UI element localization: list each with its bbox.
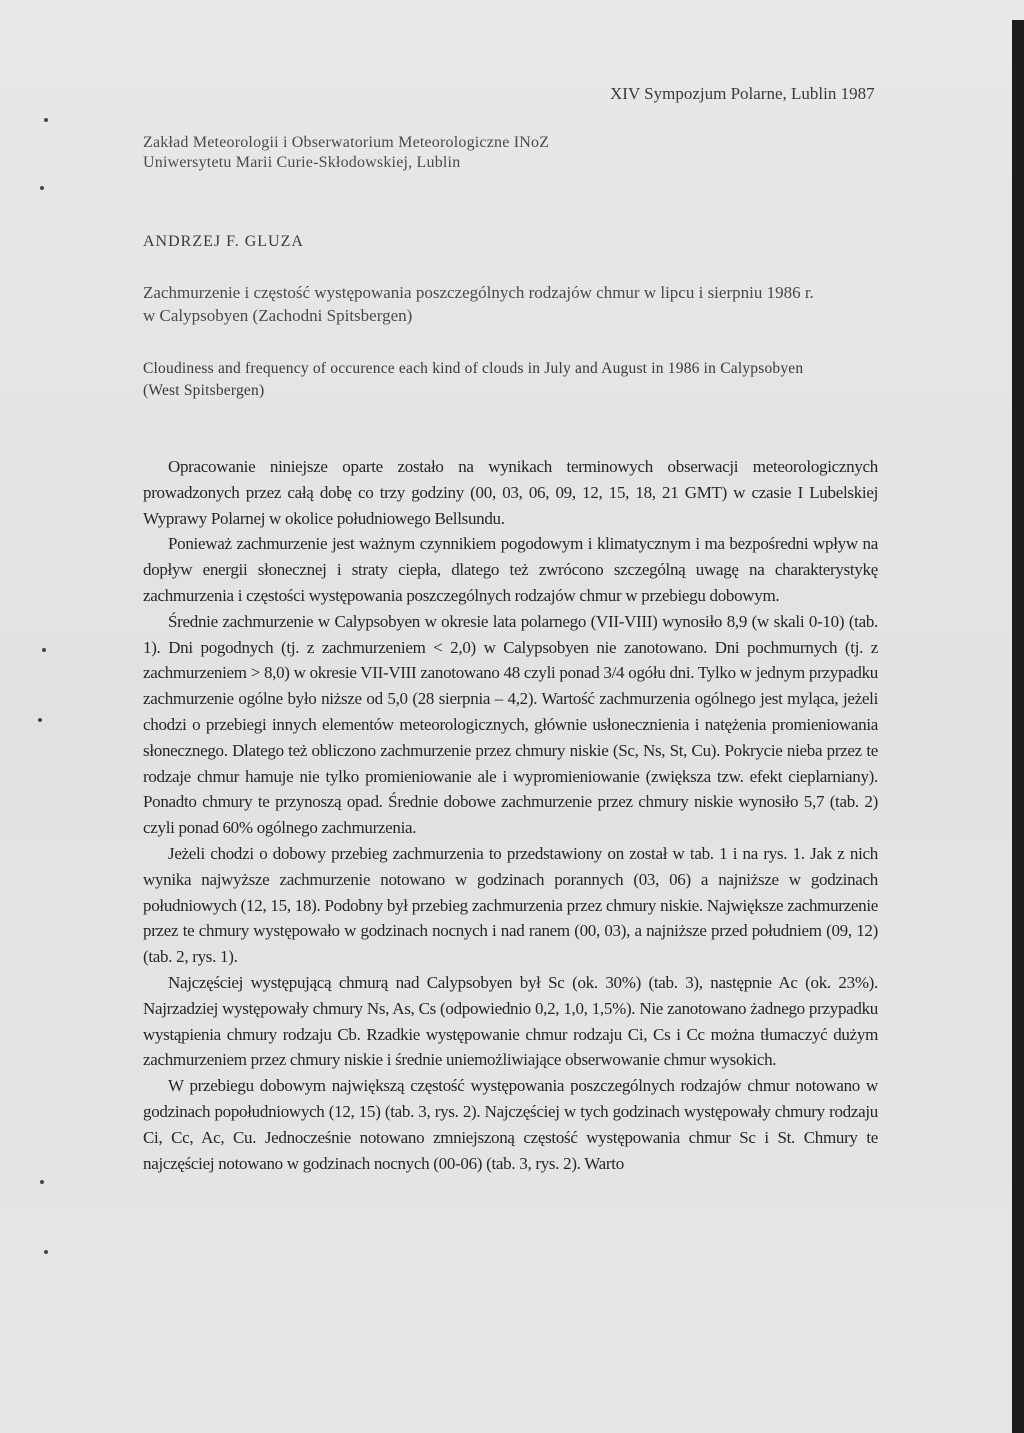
- scan-speck: [44, 118, 48, 122]
- conference-header: XIV Sympozjum Polarne, Lublin 1987: [610, 84, 875, 103]
- scan-speck: [40, 186, 44, 190]
- institution-line: Uniwersytetu Marii Curie-Skłodowskiej, Lublin: [143, 154, 461, 171]
- title-polish: [143, 281, 903, 327]
- body-paragraph: W przebiegu dobowym największą częstość występowania poszczególnych rodzajów chmur notowano w godzinach popołudniowych (12, 15) (tab. 3, rys. 2). Najczęściej w tych godzinach występowały chmury rodzaju Ci, Cc, Ac, Cu. Jednocześnie notowano zmniejszoną częstość występowania chmur Sc i St. Chmury te najczęściej notowano w godzinach nocnych (00-06) (tab. 3, rys. 2). Warto: [143, 1076, 878, 1173]
- title-english: [143, 358, 923, 402]
- scan-speck: [44, 1250, 48, 1254]
- body-paragraph: Średnie zachmurzenie w Calypsobyen w okresie lata polarnego (VII-VIII) wynosiło 8,9 (w skali 0-10) (tab. 1). Dni pogodnych (tj. z zachmurzeniem < 2,0) w Calypsobyen nie zanotowano. Dni pochmurnych (tj. z zachmurzeniem > 8,0) w okresie VII-VIII zanotowano 48 czyli ponad 3/4 ogółu dni. Tylko w jednym przypadku zachmurzenie ogólne było niższe od 5,0 (28 sierpnia – 4,2). Wartość zachmurzenia ogólnego jest myląca, jeżeli chodzi o przebiegi innych elementów meteorologicznych, głównie usłonecznienia i natężenia promieniowania słonecznego. Dlatego też obliczono zachmurzenie przez chmury niskie (Sc, Ns, St, Cu). Pokrycie nieba przez te rodzaje chmur hamuje nie tylko promieniowanie ale i wypromieniowanie (zwiększa tzw. efekt cieplarniany). Ponadto chmury te przynoszą opad. Średnie dobowe zachmurzenie przez chmury niskie wynosiło 5,7 (tab. 2) czyli ponad 60% ogólnego zachmurzenia.: [143, 611, 878, 838]
- title-polish-line: w Calypsobyen (Zachodni Spitsbergen): [143, 306, 413, 325]
- body-paragraph: Najczęściej występującą chmurą nad Calypsobyen był Sc (ok. 30%) (tab. 3), następnie Ac (ok. 23%). Najrzadziej występowały chmury Ns, As, Cs (odpowiednio 0,2, 1,0, 1,5%). Nie zanotowano żadnego przypadku wystąpienia chmury rodzaju Cb. Rzadkie występowanie chmur rodzaju Ci, Cs i Cc można tłumaczyć dużym zachmurzeniem przez chmury niskie i średnie uniemożliwiające obserwowanie chmur wysokich.: [143, 972, 878, 1070]
- scan-speck: [40, 1180, 44, 1184]
- title-polish-line: Zachmurzenie i częstość występowania poszczególnych rodzajów chmur w lipcu i sierpniu 1986 r.: [143, 283, 814, 302]
- title-english-line: (West Spitsbergen): [143, 382, 265, 399]
- title-english-line: Cloudiness and frequency of occurence each kind of clouds in July and August in 1986 in Calypsobyen: [143, 360, 804, 377]
- author-name: ANDRZEJ F. GLUZA: [143, 233, 304, 250]
- scan-speck: [42, 648, 46, 652]
- body-paragraph: Ponieważ zachmurzenie jest ważnym czynnikiem pogodowym i klimatycznym i ma bezpośredni wpływ na dopływ energii słonecznej i straty ciepła, dlatego też zwrócono szczególną uwagę na charakterystykę zachmurzenia i częstości występowania poszczególnych rodzajów chmur w przebiegu dobowym.: [143, 534, 878, 605]
- institution-line: Zakład Meteorologii i Obserwatorium Meteorologiczne INoZ: [143, 134, 550, 151]
- body-paragraph: Jeżeli chodzi o dobowy przebieg zachmurzenia to przedstawiony on został w tab. 1 i na rys. 1. Jak z nich wynika najwyższe zachmurzenie notowano w godzinach porannych (03, 06) a najniższe w godzinach południowych (12, 15, 18). Podobny był przebieg zachmurzenia przez chmury niskie. Największe zachmurzenie przez te chmury występowało w godzinach nocnych i nad ranem (00, 03), a najniższe przed południem (09, 12) (tab. 2, rys. 1).: [143, 843, 878, 967]
- body-paragraph: Opracowanie niniejsze oparte zostało na wynikach terminowych obserwacji meteorologicznych prowadzonych przez całą dobę co trzy godziny (00, 03, 06, 09, 12, 15, 18, 21 GMT) w czasie I Lubelskiej Wyprawy Polarnej w okolice południowego Bellsundu.: [143, 457, 878, 528]
- institution-affiliation: [143, 133, 663, 173]
- scan-edge-shadow: [1012, 20, 1024, 1433]
- scan-speck: [38, 718, 42, 722]
- body-text: [143, 454, 878, 1176]
